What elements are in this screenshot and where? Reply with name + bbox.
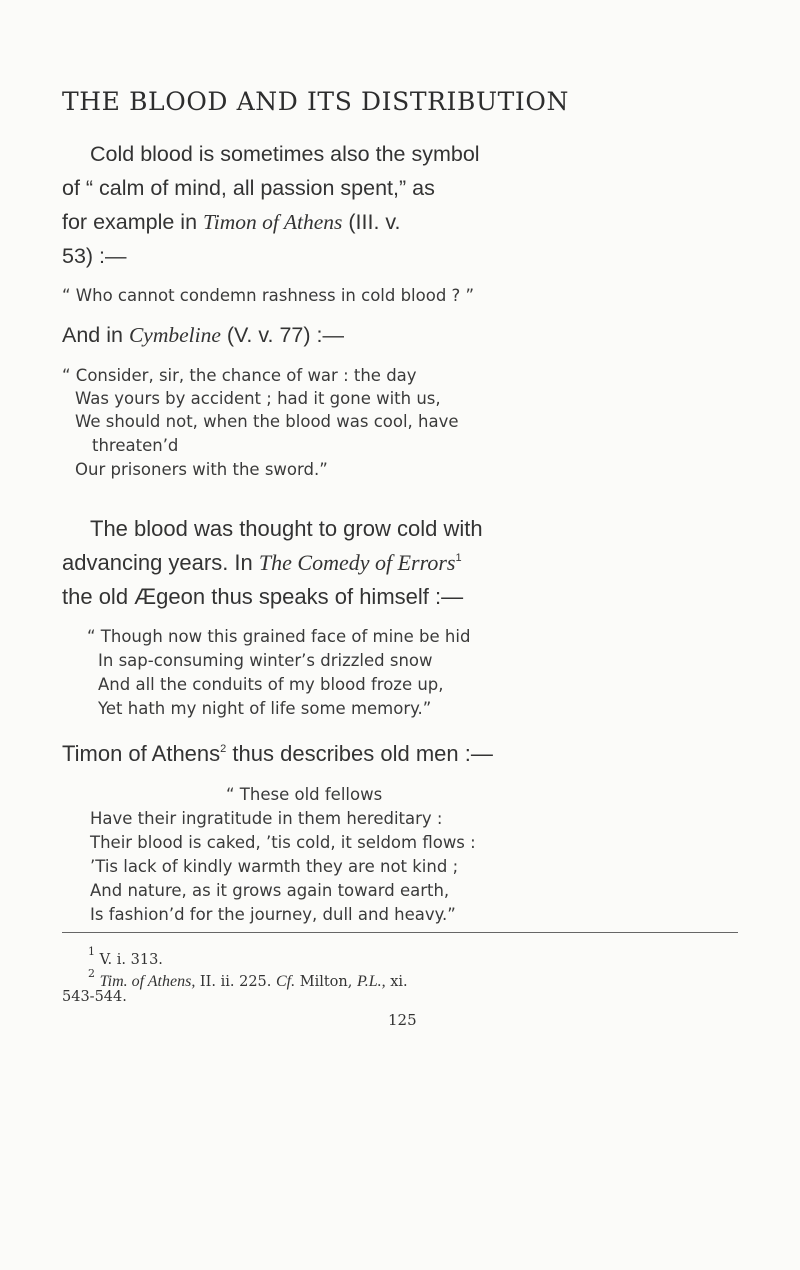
work-title: Cymbeline <box>128 323 221 347</box>
quotation-line: “ Consider, sir, the chance of war : the day <box>62 366 417 385</box>
footnote-rule <box>62 932 738 933</box>
quotation-line: “ These old fellows <box>226 785 383 804</box>
paragraph-line: And in Cymbeline (V. v. 77) :— <box>62 323 344 347</box>
quotation-line: ’Tis lack of kindly warmth they are not kind ; <box>90 857 459 876</box>
paragraph-line: Timon of Athens$^2$ thus describes old men :— <box>62 741 493 766</box>
quotation-line: We should not, when the blood was cool, have <box>75 412 459 431</box>
quotation-line: And nature, as it grows again toward earth, <box>90 881 450 900</box>
running-head: THE BLOOD AND ITS DISTRIBUTION <box>62 87 569 116</box>
paragraph-line: of “ calm of mind, all passion spent,” as <box>62 176 435 200</box>
footnote-continuation: 543-544. <box>62 989 127 1005</box>
quotation-line: “ Though now this grained face of mine be hid <box>87 627 471 646</box>
quotation-line: Is fashion’d for the journey, dull and heavy.” <box>90 905 456 924</box>
work-title: Timon of Athens <box>203 210 343 234</box>
quotation-line: Have their ingratitude in them hereditary : <box>90 809 443 828</box>
footnote-ref: 2 <box>220 743 227 755</box>
quotation-line: Our prisoners with the sword.” <box>75 460 328 479</box>
footnote: $^2$ Tim. of Athens, II. ii. 225. Cf. Milton, P.L., xi. <box>88 967 408 990</box>
quotation-line: Yet hath my night of life some memory.” <box>98 699 432 718</box>
footnote-ref: 1 <box>455 552 462 564</box>
work-title: The Comedy of Errors <box>258 550 456 575</box>
quotation-line: Was yours by accident ; had it gone with us, <box>75 389 441 408</box>
page-number: 125 <box>388 1011 417 1029</box>
paragraph-line: for example in Timon of Athens (III. v. <box>62 210 401 234</box>
footnote: $^1$ V. i. 313. <box>88 945 163 968</box>
paragraph-line: 53) :— <box>62 244 127 268</box>
paragraph-line: Cold blood is sometimes also the symbol <box>90 142 480 166</box>
paragraph-line: the old Ægeon thus speaks of himself :— <box>62 584 464 609</box>
quotation-line: threaten’d <box>92 436 179 455</box>
paragraph-line: advancing years. In The Comedy of Errors$^1$ <box>62 550 462 575</box>
footnote-mark: 1 <box>88 945 95 958</box>
quotation-line: Their blood is caked, ’tis cold, it seldom flows : <box>90 833 476 852</box>
quotation-line: “ Who cannot condemn rashness in cold blood ? ” <box>62 286 475 305</box>
quotation-line: In sap-consuming winter’s drizzled snow <box>98 651 433 670</box>
quotation-line: And all the conduits of my blood froze up, <box>98 675 444 694</box>
paragraph-line: The blood was thought to grow cold with <box>90 516 483 541</box>
footnote-mark: 2 <box>88 967 95 980</box>
